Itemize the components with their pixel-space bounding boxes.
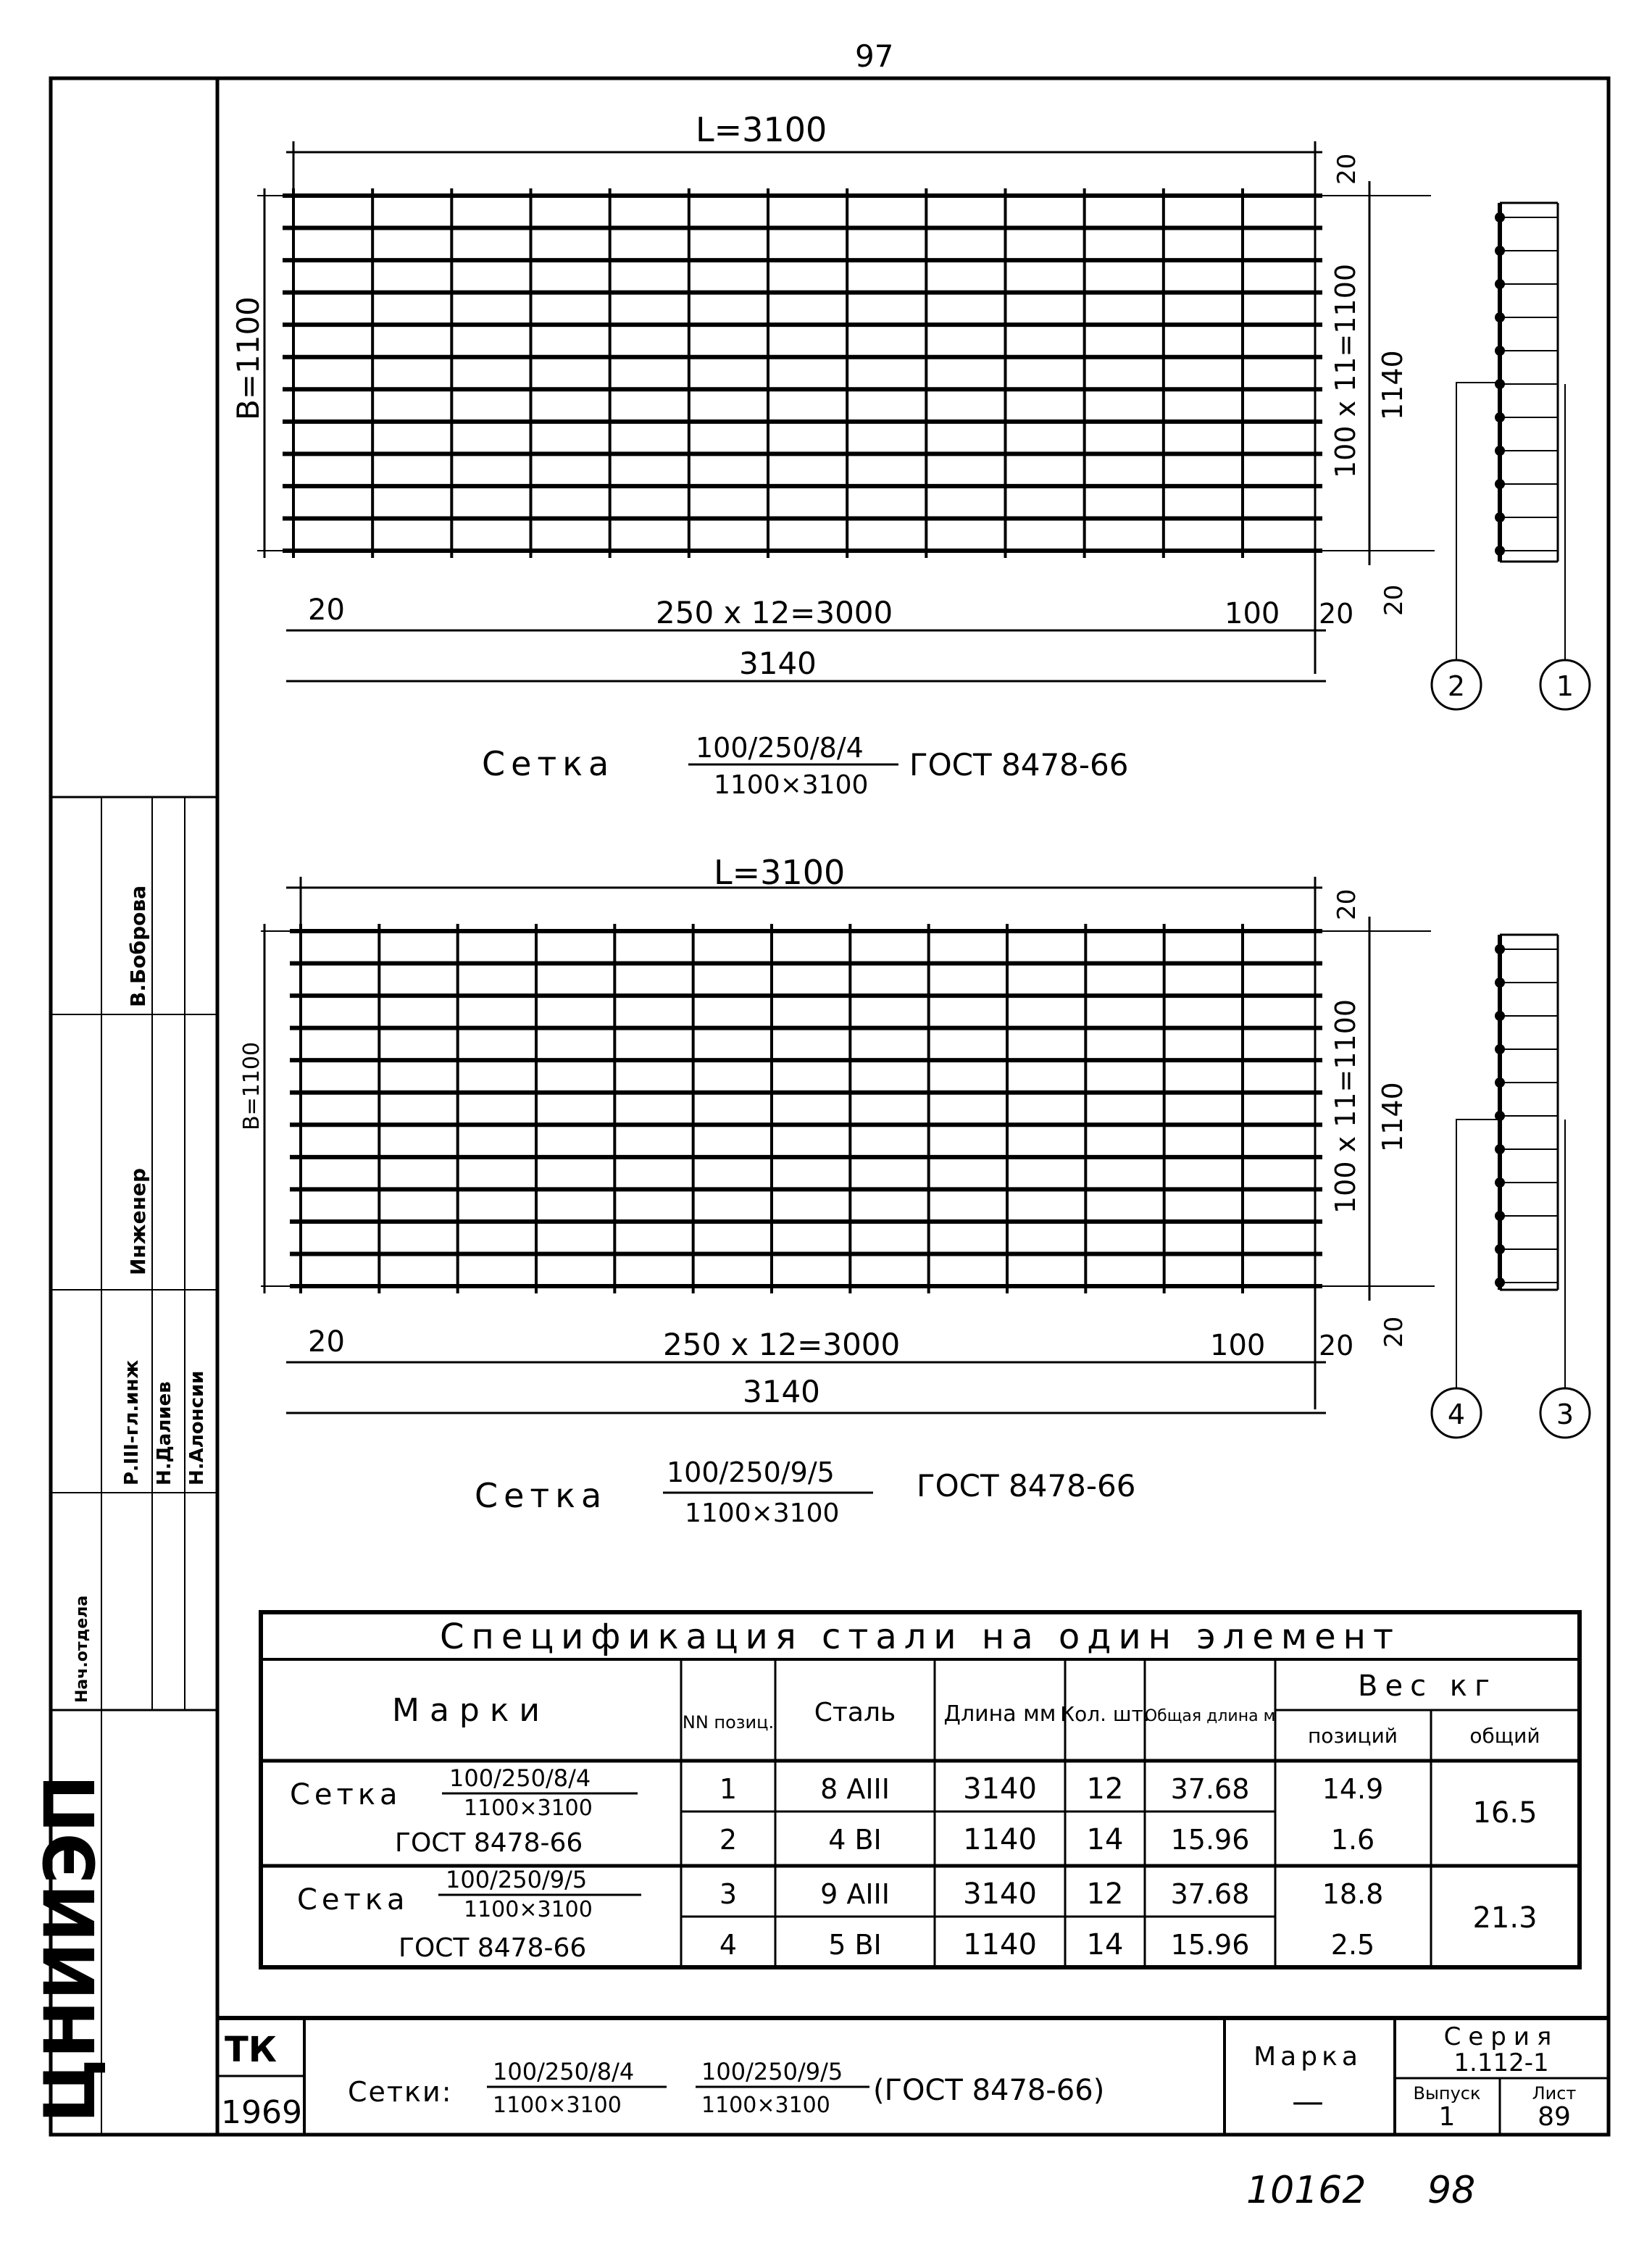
spec-cell-qty: 12 bbox=[1086, 1877, 1124, 1911]
spec-cell-total-length: 15.96 bbox=[1170, 1929, 1250, 1961]
grid1-horizontal-spacing: 250 x 12=3000 bbox=[656, 595, 893, 630]
grid2-total-length: 3140 bbox=[743, 1374, 820, 1409]
grid1-caption-gost: ГОСТ 8478-66 bbox=[909, 747, 1129, 783]
grid1-width-label: B=1100 bbox=[230, 296, 266, 420]
title-block-marka-label: Марка bbox=[1253, 2042, 1362, 2072]
org-logo: ЦНИИЭП bbox=[30, 1775, 111, 2123]
mesh-drawing-2 bbox=[239, 853, 1590, 1528]
steel-specification-table bbox=[261, 1612, 1580, 1967]
stamp-role-3: Нач.отдела bbox=[73, 1595, 91, 1703]
spec-group2-mark-gost: ГОСТ 8478-66 bbox=[399, 1933, 587, 1963]
spec-title: Спецификация стали на один элемент bbox=[440, 1617, 1401, 1657]
spec-group1-mark-denominator: 1100×3100 bbox=[464, 1796, 593, 1821]
spec-group1-mark-word: Сетка bbox=[290, 1778, 402, 1812]
spec-cell-length: 3140 bbox=[963, 1772, 1037, 1806]
title-block-numerator-2: 100/250/9/5 bbox=[701, 2058, 843, 2085]
grid2-left-offset: 20 bbox=[308, 1325, 345, 1359]
spec-cell-pos: 2 bbox=[719, 1824, 738, 1856]
spec-row bbox=[719, 1877, 1383, 1911]
title-block-vypusk-label: Выпуск bbox=[1413, 2083, 1481, 2104]
mesh-drawing-1 bbox=[230, 110, 1590, 800]
spec-group2-total: 21.3 bbox=[1472, 1901, 1538, 1935]
side-stamp bbox=[30, 797, 217, 2135]
spec-cell-total-length: 37.68 bbox=[1170, 1878, 1250, 1910]
footer-page-number: 98 bbox=[1427, 2169, 1476, 2212]
spec-cell-qty: 14 bbox=[1086, 1823, 1124, 1856]
grid2-horizontal-spacing: 250 x 12=3000 bbox=[663, 1327, 901, 1362]
spec-group2-mark-word: Сетка bbox=[297, 1883, 409, 1917]
spec-cell-weight: 18.8 bbox=[1322, 1878, 1384, 1910]
grid2-position-a: 4 bbox=[1447, 1398, 1466, 1430]
grid2-bottom-offset: 20 bbox=[1380, 1316, 1409, 1348]
spec-cell-length: 1140 bbox=[963, 1823, 1037, 1856]
spec-header-length: Длина мм bbox=[943, 1701, 1056, 1727]
spec-header-quantity: Кол. шт. bbox=[1060, 1702, 1150, 1726]
spec-cell-pos: 3 bbox=[719, 1878, 738, 1910]
stamp-name-3: Н.Алонсии bbox=[186, 1370, 208, 1485]
stamp-role-1: Инженер bbox=[126, 1167, 150, 1275]
spec-cell-pos: 1 bbox=[719, 1773, 738, 1805]
title-block-prefix: Сетки: bbox=[348, 2076, 453, 2108]
grid2-right-offset: 100 bbox=[1210, 1329, 1266, 1362]
spec-cell-weight: 1.6 bbox=[1330, 1824, 1375, 1856]
spec-group2-mark-denominator: 1100×3100 bbox=[464, 1897, 593, 1922]
grid2-length-label: L=3100 bbox=[714, 853, 846, 892]
title-block-tk: ТК bbox=[225, 2030, 277, 2070]
spec-row bbox=[719, 1772, 1383, 1806]
spec-header-steel: Сталь bbox=[814, 1698, 896, 1727]
grid1-vertical-total: 1140 bbox=[1377, 350, 1409, 420]
spec-cell-steel: 5 BI bbox=[828, 1929, 882, 1961]
title-block-seria-label: Серия bbox=[1443, 2022, 1559, 2051]
spec-cell-qty: 12 bbox=[1086, 1772, 1124, 1806]
spec-header-weight-position: позиций bbox=[1308, 1724, 1398, 1748]
grid2-vertical-spacing: 100 x 11=1100 bbox=[1330, 998, 1361, 1214]
spec-header-marks: Марки bbox=[391, 1692, 551, 1729]
footer-inventory-number: 10162 bbox=[1246, 2169, 1367, 2212]
grid1-bottom-offset: 20 bbox=[1380, 584, 1409, 616]
grid2-position-b: 3 bbox=[1556, 1398, 1574, 1430]
grid1-top-offset: 20 bbox=[1332, 153, 1361, 185]
grid1-vertical-spacing: 100 x 11=1100 bbox=[1330, 263, 1361, 478]
spec-cell-pos: 4 bbox=[719, 1929, 738, 1961]
grid2-caption-gost: ГОСТ 8478-66 bbox=[917, 1468, 1136, 1504]
title-block-list-value: 89 bbox=[1538, 2102, 1571, 2132]
spec-group1-mark-gost: ГОСТ 8478-66 bbox=[395, 1828, 583, 1858]
spec-cell-steel: 8 AIII bbox=[820, 1773, 890, 1805]
spec-cell-length: 1140 bbox=[963, 1928, 1037, 1961]
grid2-caption-word: Сетка bbox=[475, 1476, 608, 1515]
title-block-denominator-2: 1100×3100 bbox=[701, 2093, 830, 2118]
grid2-top-offset: 20 bbox=[1332, 888, 1361, 920]
grid1-position-b: 1 bbox=[1556, 670, 1574, 702]
stamp-role-2: Р.III-гл.инж bbox=[121, 1359, 143, 1485]
spec-cell-length: 3140 bbox=[963, 1877, 1037, 1911]
spec-cell-total-length: 15.96 bbox=[1170, 1824, 1250, 1856]
spec-group2-mark-numerator: 100/250/9/5 bbox=[446, 1866, 588, 1893]
title-block-denominator-1: 1100×3100 bbox=[493, 2093, 622, 2118]
title-block-numerator-1: 100/250/8/4 bbox=[493, 2058, 635, 2085]
grid2-caption-denominator: 1100×3100 bbox=[685, 1498, 840, 1528]
top-page-number: 97 bbox=[855, 38, 894, 74]
grid2-width-label: B=1100 bbox=[239, 1041, 264, 1130]
grid2-right-offset-2: 20 bbox=[1319, 1330, 1354, 1362]
stamp-name-1: В.Боброва bbox=[126, 885, 150, 1007]
grid1-position-a: 2 bbox=[1447, 670, 1466, 702]
grid1-total-length: 3140 bbox=[739, 646, 817, 681]
spec-cell-weight: 14.9 bbox=[1322, 1773, 1384, 1805]
stamp-name-2: Н.Далиев bbox=[154, 1381, 175, 1485]
spec-cell-steel: 9 AIII bbox=[820, 1878, 890, 1910]
grid1-caption-denominator: 1100×3100 bbox=[714, 770, 869, 800]
spec-row bbox=[719, 1928, 1374, 1961]
title-block-gost: (ГОСТ 8478-66) bbox=[873, 2074, 1105, 2107]
spec-header-position: NN позиц. bbox=[682, 1712, 775, 1733]
title-block-seria-value: 1.112-1 bbox=[1453, 2048, 1549, 2077]
grid1-left-offset: 20 bbox=[308, 593, 345, 627]
title-block-marka-value: — bbox=[1292, 2083, 1324, 2120]
grid1-length-label: L=3100 bbox=[696, 110, 827, 149]
spec-header-weight-total: общий bbox=[1469, 1724, 1540, 1748]
grid2-caption-numerator: 100/250/9/5 bbox=[667, 1456, 835, 1488]
spec-cell-total-length: 37.68 bbox=[1170, 1773, 1250, 1805]
spec-cell-steel: 4 BI bbox=[828, 1824, 882, 1856]
grid1-right-offset-2: 20 bbox=[1319, 598, 1354, 630]
title-block bbox=[217, 2018, 1609, 2135]
title-block-vypusk-value: 1 bbox=[1438, 2102, 1456, 2132]
spec-header-total-length: Общая длина м bbox=[1144, 1707, 1276, 1725]
title-block-list-label: Лист bbox=[1532, 2083, 1577, 2104]
title-block-year: 1969 bbox=[221, 2094, 302, 2131]
spec-group1-mark-numerator: 100/250/8/4 bbox=[449, 1764, 591, 1792]
grid1-right-offset: 100 bbox=[1225, 597, 1280, 630]
spec-row bbox=[719, 1823, 1374, 1856]
grid2-vertical-total: 1140 bbox=[1377, 1082, 1409, 1152]
grid1-caption-word: Сетка bbox=[482, 744, 615, 783]
spec-header-weight: Вес кг bbox=[1358, 1669, 1497, 1703]
spec-cell-qty: 14 bbox=[1086, 1928, 1124, 1961]
spec-cell-weight: 2.5 bbox=[1330, 1929, 1375, 1961]
spec-group1-total: 16.5 bbox=[1472, 1796, 1538, 1830]
grid1-caption-numerator: 100/250/8/4 bbox=[696, 732, 864, 764]
